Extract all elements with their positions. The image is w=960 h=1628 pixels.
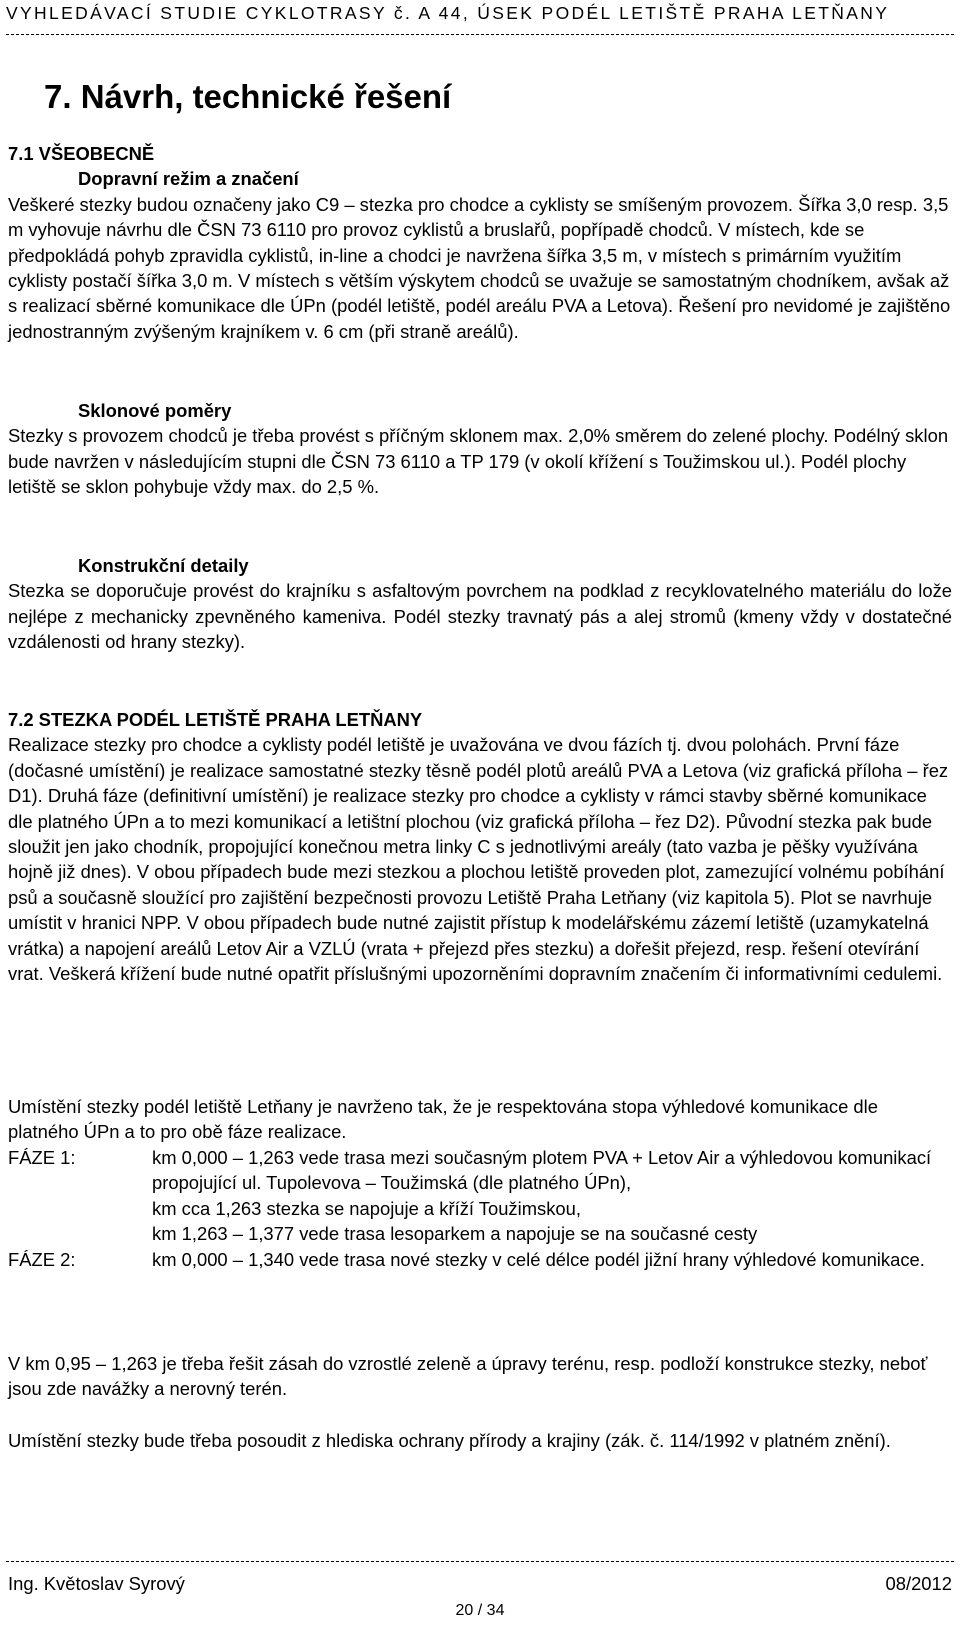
subsection-title: Sklonové poměry	[78, 400, 232, 421]
page-number: 20 / 34	[455, 1602, 505, 1619]
section-heading: 7.2 STEZKA PODÉL LETIŠTĚ PRAHA LETŇANY	[8, 709, 423, 730]
paragraph: V km 0,95 – 1,263 je třeba řešit zásah do vzrostlé zeleně a úpravy terénu, resp. podloží konstrukce stezky, neboť jsou zde navážky a nerovný terén.	[8, 1353, 928, 1400]
nature-paragraph	[8, 1428, 952, 1453]
paragraph: Stezky s provozem chodců je třeba provést s příčným sklonem max. 2,0% směrem do zelené plochy. Podélný sklon bude navržen v následujícím stupni dle ČSN 73 6110 a TP 179 (v okolí křížení s Toužimskou ul.). Podél plochy letiště se sklon pohybuje vždy max. do 2,5 %.	[8, 425, 949, 498]
paragraph: Umístění stezky bude třeba posoudit z hlediska ochrany přírody a krajiny (zák. č. 114/1992 v platném znění).	[8, 1430, 891, 1451]
phase-label: FÁZE 1:	[8, 1147, 76, 1168]
section-7-1	[8, 141, 952, 344]
subsection-title: Konstrukční detaily	[78, 555, 249, 576]
phase-row	[8, 1247, 952, 1272]
running-header: VYHLEDÁVACÍ STUDIE CYKLOTRASY č. A 44, ÚSEK PODÉL LETIŠTĚ PRAHA LETŇANY	[6, 3, 890, 23]
subsection-title: Dopravní režim a značení	[78, 168, 299, 190]
subsection-slopes	[8, 398, 952, 500]
header-divider	[6, 34, 954, 35]
paragraph: Veškeré stezky budou označeny jako C9 – stezka pro chodce a cyklisty se smíšeným provozem. Šířka 3,0 resp. 3,5 m vyhovuje návrhu dle ČSN 73 6110 pro provoz cyklistů a bruslařů, popřípadě chodců. V místech, kde se předpokládá pohyb zpravidla cyklistů, in-line a chodci je navržena šířka 3,5 m, v místech s primárním využitím cyklisty postačí šířka 3,0 m. V místech s větším výskytem chodců se uvažuje se samostatným chodníkem, avšak až s realizací sběrné komunikace dle ÚPn (podél letiště, podél areálu PVA a Letova). Řešení pro nevidomé je zajištěno jednostranným zvýšeným krajníkem v. 6 cm (při straně areálů).	[8, 193, 951, 342]
phases-table	[8, 1145, 952, 1272]
phase-label: FÁZE 2:	[8, 1248, 76, 1270]
phase-line: km 0,000 – 1,340 vede trasa nové stezky v celé délce podél jižní hrany výhledové komunikace.	[152, 1248, 925, 1270]
phase-row	[8, 1145, 952, 1247]
paragraph: Realizace stezky pro chodce a cyklisty podél letiště je uvažována ve dvou fázích tj. dvou polohách. První fáze (dočasné umístění) je realizace samostatné stezky těsně podél plotů areálů PVA a Letova (viz grafická příloha – řez D1). Druhá fáze (definitivní umístění) je realizace stezky pro chodce a cyklisty v rámci stavby sběrné komunikace dle platného ÚPn a to mezi komunikací a letištní plochou (viz grafická příloha – řez D2). Původní stezka pak bude sloužit jen jako chodník, propojující konečnou metra linky C s jednotlivými areály (tato vazba je pěšky využívána hojně již dnes). V obou případech bude mezi stezkou a plochou letiště proveden plot, zamezující volnému pobíhání psů a současně sloužící pro zajištění bezpečnosti provozu Letiště Praha Letňany (viz kapitola 5). Plot se navrhuje umístit v hranici NPP. V obou případech bude nutné zajistit přístup k modelářskému zázemí letiště (uzamykatelná vrátka) a napojení areálů Letov Air a VZLÚ (vrata + přejezd přes stezku) a dořešit přejezd, resp. řešení otevírání vrat. Veškerá křížení bude nutné opatřit příslušnými upozorněními dopravním značením či informativními cedulemi.	[8, 734, 949, 985]
placement-paragraph	[8, 1094, 952, 1145]
phase-line: km 1,263 – 1,377 vede trasa lesoparkem a napojuje se na současné cesty	[152, 1223, 758, 1245]
phase-description	[152, 1145, 952, 1247]
phase-description	[152, 1247, 952, 1272]
paragraph: Umístění stezky podél letiště Letňany je navrženo tak, že je respektována stopa výhledové komunikace dle platného ÚPn a to pro obě fáze realizace.	[8, 1096, 878, 1143]
footer-divider	[6, 1561, 954, 1562]
section-heading: 7.1 VŠEOBECNĚ	[8, 143, 155, 164]
section-7-2	[8, 707, 952, 986]
phase-line: km cca 1,263 stezka se napojuje a kříží Toužimskou,	[152, 1197, 581, 1219]
footer-date: 08/2012	[885, 1573, 952, 1594]
subsection-construction	[8, 553, 952, 655]
phase-line: km 0,000 – 1,263 vede trasa mezi současným plotem PVA + Letov Air a výhledovou komunikací propojující ul. Tupolevova – Toužimská (dle platného ÚPn),	[152, 1147, 932, 1194]
terrain-paragraph	[8, 1351, 952, 1402]
footer-author: Ing. Květoslav Syrový	[8, 1573, 185, 1594]
paragraph: Stezka se doporučuje provést do krajníku s asfaltovým povrchem na podklad z recyklovatelného materiálu do lože nejlépe z mechanicky zpevněného kameniva. Podél stezky travnatý pás a alej stromů (kmeny vždy v dostatečné vzdálenosti od hrany stezky).	[8, 580, 952, 653]
chapter-title: 7. Návrh, technické řešení	[44, 78, 452, 115]
